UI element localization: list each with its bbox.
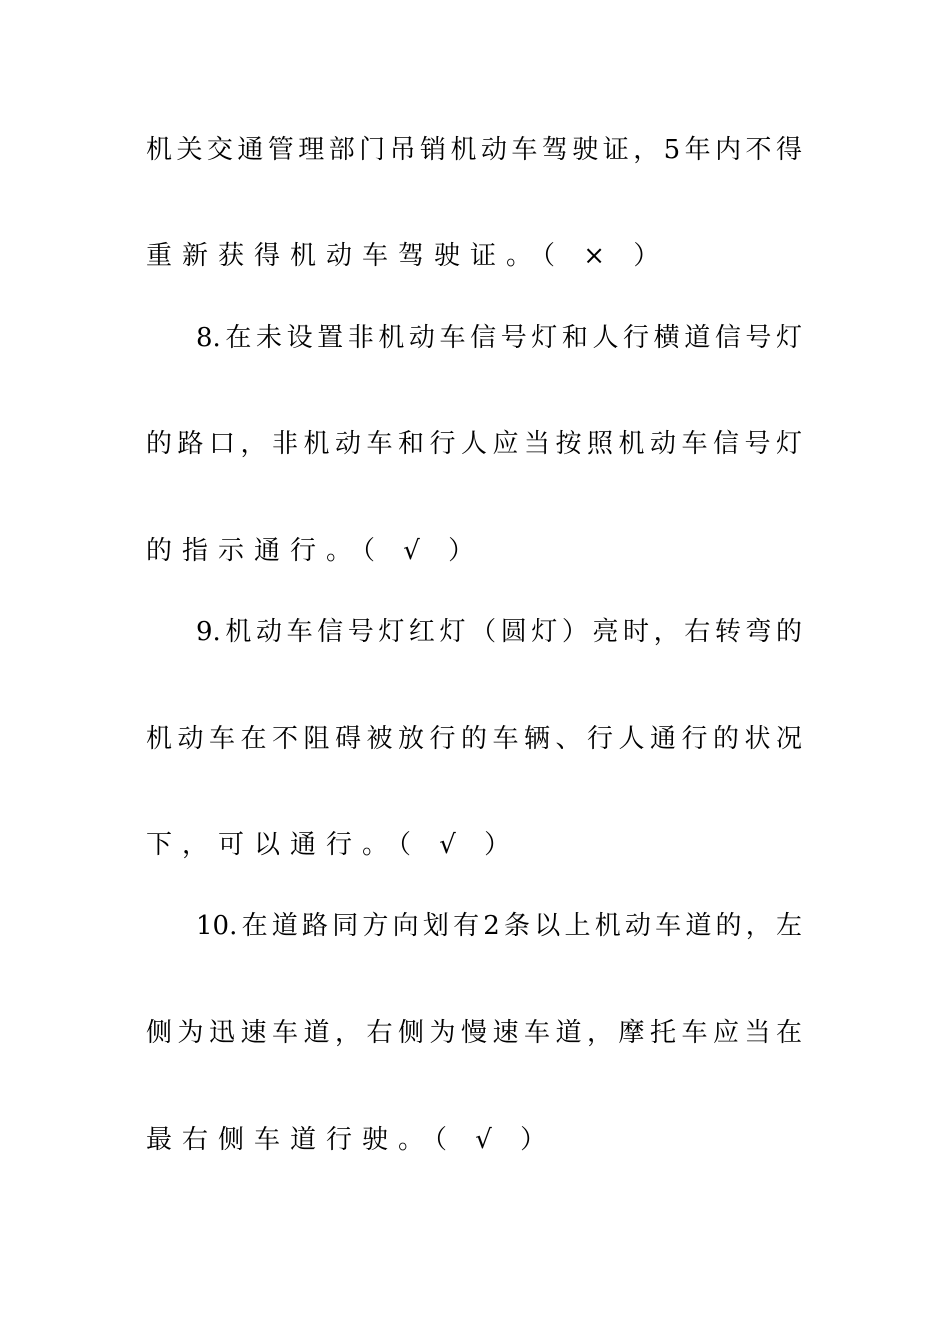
text-line-9: 10.在道路同方向划有2条以上机动车道的，左: [196, 911, 802, 941]
text-line-2: 重新获得机动车驾驶证。（ × ）: [146, 241, 670, 271]
text-line-11: 最右侧车道行驶。（ √ ）: [146, 1125, 557, 1155]
text-line-1: 机关交通管理部门吊销机动车驾驶证，5年内不得: [146, 135, 802, 165]
text-line-6: 9.机动车信号灯红灯（圆灯）亮时，右转弯的: [196, 617, 802, 647]
text-line-5: 的指示通行。（ √ ）: [146, 536, 485, 566]
text-line-3: 8.在未设置非机动车信号灯和人行横道信号灯: [196, 323, 802, 353]
text-line-4: 的路口，非机动车和行人应当按照机动车信号灯: [146, 429, 802, 459]
text-line-10: 侧为迅速车道，右侧为慢速车道，摩托车应当在: [146, 1018, 802, 1048]
text-line-8: 下，可以通行。（ √ ）: [146, 830, 521, 860]
text-line-7: 机动车在不阻碍被放行的车辆、行人通行的状况: [146, 724, 802, 754]
